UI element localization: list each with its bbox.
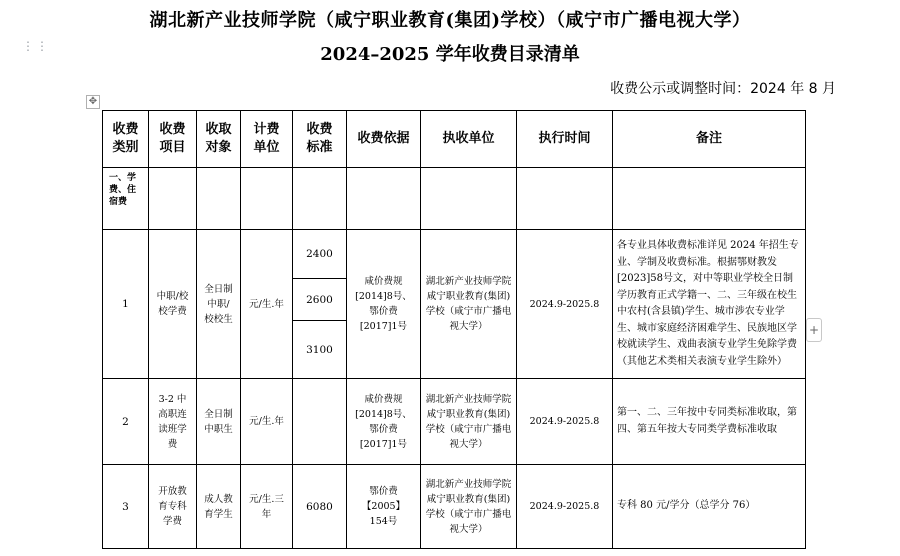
row3-no: 3 — [103, 465, 149, 549]
table-row — [103, 379, 806, 465]
empty-cell — [241, 168, 293, 230]
section-row — [103, 168, 806, 230]
document-title-line2: 2024–2025 学年收费目录清单 — [320, 44, 580, 65]
row2-remarks: 第一、二、三年按中专同类标准收取，第四、第五年按大专同类学费标准收取 — [613, 379, 806, 465]
row1-no: 1 — [103, 230, 149, 379]
row3-item: 开放教育专科学费 — [149, 465, 197, 549]
table-header-row — [103, 111, 806, 168]
empty-cell — [517, 168, 613, 230]
header-item: 收费项目 — [149, 111, 197, 168]
table-row — [103, 465, 806, 549]
row3-standard: 6080 — [293, 465, 347, 549]
row3-collector: 湖北新产业技师学院 咸宁职业教育(集团)学校（咸宁市广播电视大学） — [421, 465, 517, 549]
row2-standard — [293, 379, 347, 465]
header-target: 收取对象 — [197, 111, 241, 168]
header-remarks: 备注 — [613, 111, 806, 168]
row1-basis: 咸价费规[2014]8号、鄂价费[2017]1号 — [347, 230, 421, 379]
row1-standard-3: 3100 — [293, 321, 347, 379]
empty-cell — [613, 168, 806, 230]
section-label: 一、学费、住宿费 — [103, 168, 149, 230]
table-row — [103, 230, 806, 279]
row2-item: 3-2 中高职连读班学费 — [149, 379, 197, 465]
empty-cell — [197, 168, 241, 230]
empty-cell — [293, 168, 347, 230]
row1-standard-1: 2400 — [293, 230, 347, 279]
empty-cell — [149, 168, 197, 230]
fee-table — [102, 110, 806, 549]
row2-unit: 元/生.年 — [241, 379, 293, 465]
row1-period: 2024.9-2025.8 — [517, 230, 613, 379]
header-category: 收费类别 — [103, 111, 149, 168]
header-unit: 计费单位 — [241, 111, 293, 168]
header-collector: 执收单位 — [421, 111, 517, 168]
header-period: 执行时间 — [517, 111, 613, 168]
row1-remarks: 各专业具体收费标准详见 2024 年招生专业、学制及收费标准。根据鄂财教发[2023]58号文，对中等职业学校全日制学历教育正式学籍一、二、三年级在校生中农村(含县镇)学生、城市涉农专业学生、城市家庭经济困难学生、民族地区学校就读学生、戏曲表演专业学生免除学费（其他艺术类相关表演专业学生除外） — [613, 230, 806, 379]
row1-target: 全日制中职/校校生 — [197, 230, 241, 379]
header-standard: 收费标准 — [293, 111, 347, 168]
empty-cell — [421, 168, 517, 230]
row1-unit: 元/生.年 — [241, 230, 293, 379]
row3-unit: 元/生.三年 — [241, 465, 293, 549]
table-move-handle-icon[interactable]: ✥ — [86, 95, 100, 109]
row3-target: 成人教育学生 — [197, 465, 241, 549]
document-title-line1: 湖北新产业技师学院（咸宁职业教育(集团)学校）（咸宁市广播电视大学） — [149, 10, 751, 31]
drag-handle-icon[interactable]: ⋮⋮ — [22, 39, 50, 53]
publish-time-notice: 收费公示或调整时间：2024 年 8 月 — [610, 81, 836, 97]
row3-basis: 鄂价费【2005】154号 — [347, 465, 421, 549]
row1-collector: 湖北新产业技师学院 咸宁职业教育(集团)学校（咸宁市广播电视大学） — [421, 230, 517, 379]
row2-basis: 咸价费规[2014]8号、鄂价费[2017]1号 — [347, 379, 421, 465]
add-column-button[interactable]: + — [806, 318, 822, 342]
row1-item: 中职/校校学费 — [149, 230, 197, 379]
empty-cell — [347, 168, 421, 230]
row1-standard-2: 2600 — [293, 279, 347, 321]
row2-collector: 湖北新产业技师学院 咸宁职业教育(集团)学校（咸宁市广播电视大学） — [421, 379, 517, 465]
row2-target: 全日制中职生 — [197, 379, 241, 465]
row2-no: 2 — [103, 379, 149, 465]
row2-period: 2024.9-2025.8 — [517, 379, 613, 465]
row3-remarks: 专科 80 元/学分（总学分 76） — [613, 465, 806, 549]
header-basis: 收费依据 — [347, 111, 421, 168]
row3-period: 2024.9-2025.8 — [517, 465, 613, 549]
